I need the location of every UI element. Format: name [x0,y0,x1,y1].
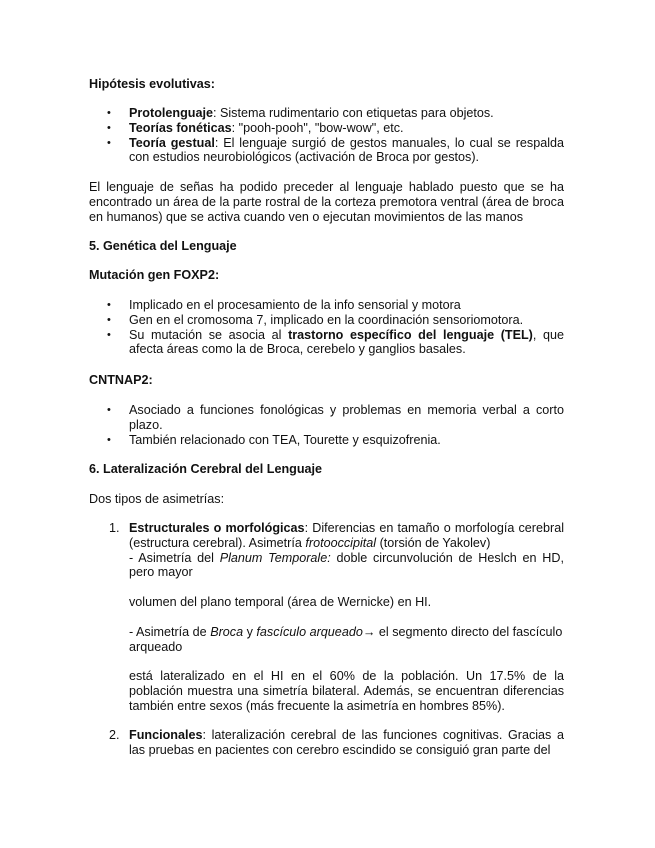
item-text: : lateralización cerebral de las funciones cognitivas. Gracias a las pruebas en pacientes con cerebro escindido se consiguió gran parte del [129,728,564,757]
item-italic: frotooccipital [305,535,377,550]
funcionales-paragraph [129,728,564,758]
item-text: - Asimetría del [129,550,220,565]
item-text: → el segmento directo del fascículo arqueado [129,625,563,654]
item-bold: Funcionales [129,728,203,742]
item-text: : "pooh-pooh", "bow-wow", etc. [231,120,404,135]
lateralizado-paragraph: está lateralizado en el HI en el 60% de la población. Un 17.5% de la población muestra una simetría bilateral. Además, se encuentran diferencias también entre sexos (más frecuente la asimetría en hombres 85%). [129,669,564,713]
item-bold: trastorno específico del lenguaje (TEL) [288,327,533,342]
item-bold: Teoría gestual [129,135,215,150]
cntnap2-list [89,403,564,447]
item-italic: Broca [210,625,244,639]
hipotesis-heading: Hipótesis evolutivas: [89,77,215,91]
section5-title: 5. Genética del Lenguaje [89,239,237,253]
section6-title: 6. Lateralización Cerebral del Lenguaje [89,462,323,476]
item-text: - Asimetría de [129,625,211,639]
item-bold: Protolenguaje [129,106,213,120]
section6-intro: Dos tipos de asimetrías: [89,492,225,506]
item-bold: Teorías fonéticas [129,120,232,135]
list-item [89,121,564,136]
hipotesis-list [89,106,564,165]
item-text: : Sistema rudimentario con etiquetas para objetos. [212,106,494,120]
list-item: • Implicado en el procesamiento de la info sensorial y motora [89,298,564,313]
item-text: : El lenguaje surgió de gestos manuales, lo cual se respalda con estudios neurobiológicos (activación de Broca por gestos). [129,135,565,165]
item-italic: Planum Temporale: [219,550,331,565]
item-text: : Diferencias en tamaño o morfología cerebral (estructura cerebral). Asimetría [129,521,564,550]
list-item: • También relacionado con TEA, Tourette y esquizofrenia. [89,433,564,448]
list-item [89,106,564,121]
list-item [89,328,564,358]
foxp2-list [89,298,564,357]
cntnap2-heading: CNTNAP2: [89,373,153,387]
planum-paragraph: volumen del plano temporal (área de Wernicke) en HI. [129,595,432,609]
item-text: y [243,625,257,639]
item-text: doble circunvolución de Heslch en HD, pero mayor [129,550,564,580]
senas-paragraph: El lenguaje de señas ha podido preceder al lenguaje hablado puesto que se ha encontrado un área de la parte rostral de la corteza premotora ventral (área de broca en humanos) que se activa cuando ven o ejecutan movimientos de las manos [89,180,564,224]
foxp2-heading: Mutación gen FOXP2: [89,268,220,282]
broca-paragraph [129,625,564,655]
list-item: • Gen en el cromosoma 7, implicado en la coordinación sensoriomotora. [89,313,564,328]
item-text: (torsión de Yakolev) [376,535,491,550]
item-text: , que afecta áreas como la de Broca, cerebelo y ganglios basales. [129,327,564,357]
item-text: Su mutación se asocia al [129,327,289,342]
list-number: 1. [109,521,120,535]
item-italic: fascículo arqueado [256,625,363,639]
item-bold: Estructurales o morfológicas [129,521,305,535]
list-item [89,136,564,166]
list-item: • Asociado a funciones fonológicas y problemas en memoria verbal a corto plazo. [89,403,564,433]
estructurales-paragraph [129,521,564,580]
list-number: 2. [109,728,120,742]
